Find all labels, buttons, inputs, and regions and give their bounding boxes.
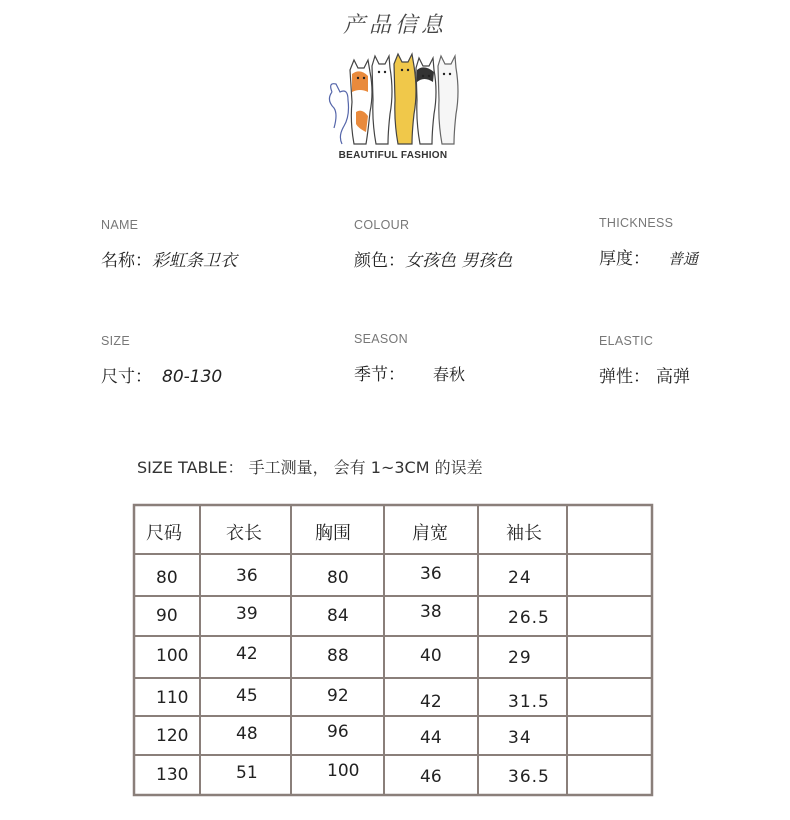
table-cell: 120 (156, 726, 189, 746)
info-name-en: NAME (101, 218, 139, 232)
table-border (134, 505, 652, 795)
info-elastic-label: 弹性： (599, 367, 650, 387)
info-colour-value: 女孩色 男孩色 (405, 251, 513, 271)
info-thickness-value: 普通 (668, 250, 699, 268)
table-cell: 110 (156, 688, 189, 708)
table-cell: 46 (420, 767, 442, 787)
info-season-en: SEASON (354, 332, 408, 346)
table-header-cell: 肩宽 (412, 523, 448, 544)
info-size-en: SIZE (101, 334, 130, 348)
info-season-label: 季节： (354, 365, 405, 385)
table-cell: 40 (420, 646, 442, 666)
table-cell: 80 (156, 568, 178, 588)
table-cell: 34 (508, 728, 532, 748)
info-name-label: 名称： (101, 251, 152, 271)
logo-text: BEAUTIFUL FASHION (338, 150, 448, 161)
table-cell: 88 (327, 646, 349, 666)
info-colour-label: 颜色： (354, 251, 405, 271)
table-cell: 36 (236, 566, 258, 586)
table-cell: 42 (236, 644, 258, 664)
table-cell: 36 (420, 564, 442, 584)
page-title: 产品信息 (342, 13, 447, 38)
table-cell: 24 (508, 568, 532, 588)
size-table-caption: SIZE TABLE： 手工测量， 会有 1~3CM 的误差 (137, 458, 483, 477)
table-cell: 42 (420, 692, 442, 712)
info-elastic-en: ELASTIC (599, 334, 654, 348)
info-size-label: 尺寸： (101, 367, 152, 387)
table-cell: 31.5 (508, 692, 550, 712)
table-cell: 100 (156, 646, 189, 666)
table-cell: 29 (508, 648, 532, 668)
table-cell: 90 (156, 606, 178, 626)
info-name-value: 彩虹条卫衣 (152, 251, 237, 271)
table-cell: 38 (420, 602, 442, 622)
table-cell: 80 (327, 568, 349, 588)
table-header-cell: 衣长 (226, 523, 262, 544)
table-cell: 96 (327, 722, 349, 742)
table-cell: 44 (420, 728, 442, 748)
info-size-value: 80-130 (162, 367, 223, 387)
table-cell: 51 (236, 763, 258, 783)
table-cell: 92 (327, 686, 349, 706)
info-season-value: 春秋 (433, 365, 466, 384)
table-cell: 36.5 (508, 767, 550, 787)
info-thickness-label: 厚度： (599, 249, 650, 269)
table-cell: 130 (156, 765, 189, 785)
table-header-cell: 尺码 (146, 523, 182, 544)
table-header-cell: 袖长 (506, 523, 542, 544)
info-colour-en: COLOUR (354, 218, 410, 232)
table-cell: 84 (327, 606, 349, 626)
table-cell: 48 (236, 724, 258, 744)
table-cell: 39 (236, 604, 258, 624)
table-cell: 26.5 (508, 608, 550, 628)
table-cell: 100 (327, 761, 360, 781)
table-cell: 45 (236, 686, 258, 706)
table-header-cell: 胸围 (315, 523, 351, 544)
info-thickness-en: THICKNESS (599, 216, 674, 230)
info-elastic-value: 高弹 (656, 367, 690, 387)
